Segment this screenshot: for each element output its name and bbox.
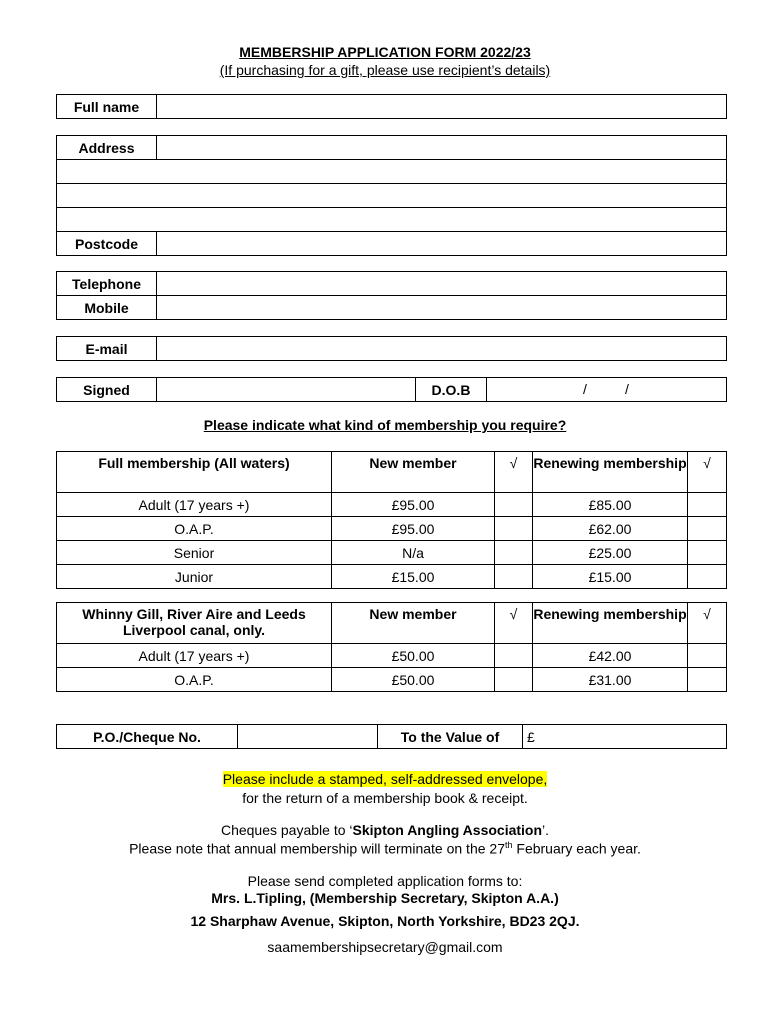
table-row	[57, 493, 727, 517]
renewing-price: £25.00	[533, 541, 688, 565]
cheque-number-field[interactable]	[238, 725, 378, 749]
terminate-suffix: February each year.	[512, 840, 641, 857]
renewing-tick-box[interactable]	[688, 644, 727, 668]
renewing-price: £42.00	[533, 644, 688, 668]
new-member-price: £95.00	[332, 493, 495, 517]
address-field-line-2[interactable]	[57, 160, 727, 184]
address-table	[56, 135, 727, 256]
address-field-line-4[interactable]	[57, 208, 727, 232]
table2-new-member-header: New member	[332, 603, 495, 644]
row-label: O.A.P.	[57, 668, 332, 692]
postcode-label: Postcode	[57, 232, 157, 256]
row-label: Senior	[57, 541, 332, 565]
telephone-label: Telephone	[57, 272, 157, 296]
table2-new-tick-header: √	[495, 603, 533, 644]
dob-slash-2: /	[625, 381, 629, 397]
email-table	[56, 336, 727, 361]
cheques-suffix: ’.	[542, 822, 550, 838]
table1-renew-tick-header: √	[688, 452, 727, 493]
table-row	[57, 668, 727, 692]
new-member-tick-box[interactable]	[495, 493, 533, 517]
table2-renew-tick-header: √	[688, 603, 727, 644]
full-membership-table	[56, 451, 727, 589]
mobile-label: Mobile	[57, 296, 157, 320]
postcode-field[interactable]	[157, 232, 727, 256]
value-field[interactable]	[523, 725, 727, 749]
new-member-tick-box[interactable]	[495, 668, 533, 692]
full-name-table	[56, 94, 727, 119]
dob-field[interactable]	[487, 378, 727, 402]
signed-table	[56, 377, 727, 402]
phone-table	[56, 271, 727, 320]
row-label: O.A.P.	[57, 517, 332, 541]
membership-question: Please indicate what kind of membership you require?	[203, 417, 567, 433]
renewing-price: £85.00	[533, 493, 688, 517]
new-member-price: £50.00	[332, 644, 495, 668]
row-label: Adult (17 years +)	[57, 493, 332, 517]
form-title: MEMBERSHIP APPLICATION FORM 2022/23	[239, 44, 531, 60]
full-name-field[interactable]	[157, 95, 727, 119]
new-member-price: £15.00	[332, 565, 495, 589]
full-name-label: Full name	[57, 95, 157, 119]
address-field-line-1[interactable]	[157, 136, 727, 160]
telephone-field[interactable]	[157, 272, 727, 296]
secretary-name: Mrs. L.Tipling, (Membership Secretary, Skipton A.A.)	[211, 890, 559, 906]
signed-label: Signed	[57, 378, 157, 402]
envelope-note	[0, 771, 770, 787]
table1-new-tick-header: √	[495, 452, 533, 493]
renewing-tick-box[interactable]	[688, 565, 727, 589]
row-label: Adult (17 years +)	[57, 644, 332, 668]
cheques-note	[0, 822, 770, 838]
cheques-prefix: Cheques payable to ‘	[220, 822, 353, 838]
currency-symbol: £	[527, 728, 535, 745]
renewing-price: £15.00	[533, 565, 688, 589]
terminate-prefix: Please note that annual membership will terminate on the 27	[129, 840, 505, 857]
terminate-sup: th	[504, 840, 513, 850]
renewing-tick-box[interactable]	[688, 493, 727, 517]
address-label: Address	[57, 136, 157, 160]
signed-field[interactable]	[157, 378, 416, 402]
new-member-tick-box[interactable]	[495, 517, 533, 541]
send-to-note: Please send completed application forms to:	[247, 873, 523, 889]
new-member-tick-box[interactable]	[495, 541, 533, 565]
table2-header: Whinny Gill, River Aire and Leeds Liverpool canal, only.	[57, 603, 332, 644]
payment-table	[56, 724, 727, 749]
mobile-field[interactable]	[157, 296, 727, 320]
new-member-price: N/a	[332, 541, 495, 565]
email-field[interactable]	[157, 337, 727, 361]
table1-renewing-header: Renewing membership	[533, 452, 688, 493]
table-row	[57, 565, 727, 589]
new-member-tick-box[interactable]	[495, 565, 533, 589]
renewing-tick-box[interactable]	[688, 517, 727, 541]
local-waters-table	[56, 602, 727, 692]
dob-label: D.O.B	[416, 378, 487, 402]
renewing-price: £62.00	[533, 517, 688, 541]
row-label: Junior	[57, 565, 332, 589]
table1-header: Full membership (All waters)	[57, 452, 332, 493]
secretary-address: 12 Sharphaw Avenue, Skipton, North Yorkshire, BD23 2QJ.	[190, 913, 580, 929]
termination-note	[0, 840, 770, 857]
table-row	[57, 644, 727, 668]
cheque-label: P.O./Cheque No.	[57, 725, 238, 749]
dob-slash-1: /	[583, 381, 587, 397]
new-member-tick-box[interactable]	[495, 644, 533, 668]
table-row	[57, 541, 727, 565]
renewing-price: £31.00	[533, 668, 688, 692]
secretary-email: saamembershipsecretary@gmail.com	[267, 939, 503, 955]
envelope-note-2: for the return of a membership book & receipt.	[242, 790, 528, 806]
value-label: To the Value of	[378, 725, 523, 749]
form-subtitle: (If purchasing for a gift, please use recipient’s details)	[219, 62, 551, 78]
new-member-price: £50.00	[332, 668, 495, 692]
new-member-price: £95.00	[332, 517, 495, 541]
cheques-payee: Skipton Angling Association	[352, 822, 543, 838]
envelope-highlight: Please include a stamped, self-addressed envelope,	[222, 771, 548, 787]
table-row	[57, 517, 727, 541]
table2-renewing-header: Renewing membership	[533, 603, 688, 644]
renewing-tick-box[interactable]	[688, 541, 727, 565]
email-label: E-mail	[57, 337, 157, 361]
address-field-line-3[interactable]	[57, 184, 727, 208]
renewing-tick-box[interactable]	[688, 668, 727, 692]
table1-new-member-header: New member	[332, 452, 495, 493]
